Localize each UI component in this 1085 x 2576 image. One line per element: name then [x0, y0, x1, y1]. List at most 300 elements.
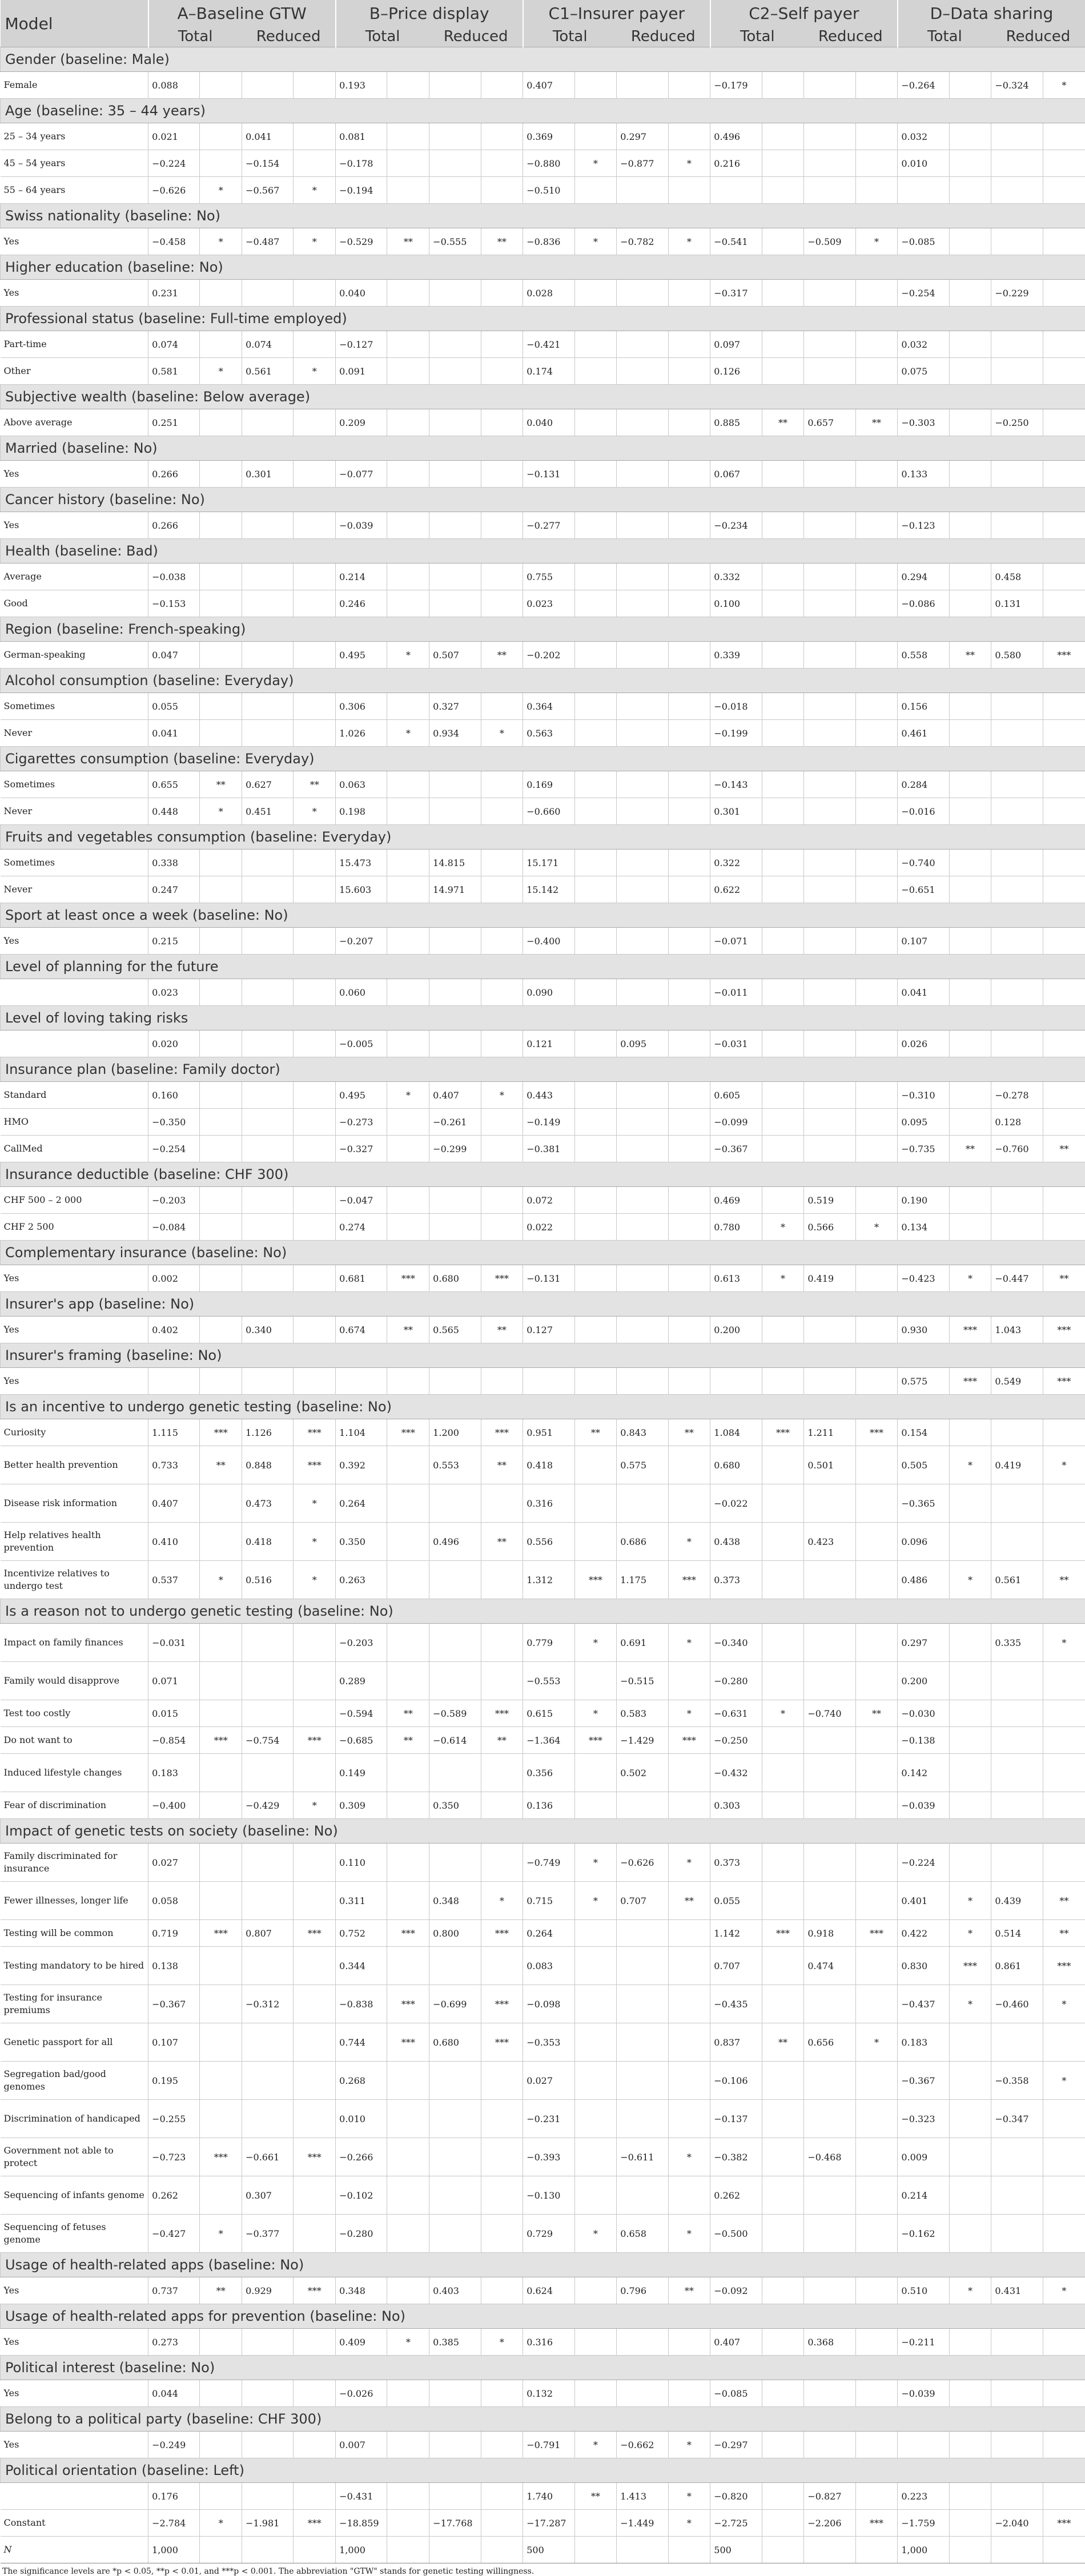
coefficient-cell: [429, 2100, 481, 2138]
coefficient-cell: 0.519: [804, 1187, 855, 1214]
significance-cell: [855, 876, 898, 903]
significance-cell: *: [762, 1214, 804, 1241]
significance-cell: [574, 1523, 617, 1561]
significance-cell: [1043, 1754, 1085, 1792]
coefficient-cell: [429, 1624, 481, 1662]
coefficient-cell: 0.402: [148, 1317, 200, 1343]
significance-cell: [668, 876, 710, 903]
section-title: Sport at least once a week (baseline: No): [1, 903, 1085, 928]
significance-cell: [949, 1662, 991, 1700]
coefficient-cell: −0.509: [804, 228, 855, 255]
significance-cell: **: [855, 409, 898, 436]
significance-cell: [949, 123, 991, 150]
significance-cell: **: [200, 1446, 242, 1484]
coefficient-cell: 0.622: [710, 876, 762, 903]
coefficient-cell: −0.202: [523, 642, 574, 669]
significance-cell: **: [1043, 1882, 1085, 1920]
significance-cell: [574, 1136, 617, 1162]
group-header-a: A–Baseline GTW: [148, 0, 336, 26]
significance-cell: [855, 150, 898, 177]
coefficient-cell: −0.018: [710, 693, 762, 720]
group-header-c1: C1–Insurer payer: [523, 0, 710, 26]
coefficient-cell: 0.418: [523, 1446, 574, 1484]
significance-cell: [855, 1446, 898, 1484]
significance-cell: [668, 1109, 710, 1136]
coefficient-cell: [242, 1662, 294, 1700]
significance-cell: [481, 2380, 523, 2407]
coefficient-cell: −0.529: [336, 228, 387, 255]
significance-cell: [762, 564, 804, 590]
significance-cell: [574, 1265, 617, 1292]
coefficient-cell: −2.725: [710, 2510, 762, 2537]
coefficient-cell: 0.322: [710, 850, 762, 876]
significance-cell: [1043, 1031, 1085, 1057]
significance-cell: [762, 1792, 804, 1819]
coefficient-cell: [617, 564, 668, 590]
significance-cell: [574, 461, 617, 488]
significance-cell: [387, 2062, 429, 2100]
coefficient-cell: [429, 1662, 481, 1700]
significance-cell: [949, 1187, 991, 1214]
significance-cell: [574, 1214, 617, 1241]
significance-cell: [855, 1484, 898, 1523]
significance-cell: [762, 1368, 804, 1395]
significance-cell: *: [294, 228, 336, 255]
subheader-total: Total: [148, 26, 242, 47]
significance-cell: [855, 771, 898, 798]
table-row: [1, 1109, 1085, 1136]
significance-cell: [949, 798, 991, 825]
coefficient-cell: −0.353: [523, 2023, 574, 2062]
significance-cell: [200, 2380, 242, 2407]
significance-cell: [949, 1624, 991, 1662]
coefficient-cell: [617, 693, 668, 720]
significance-cell: [387, 2215, 429, 2253]
row-label: N: [1, 2537, 148, 2563]
table-row: [1, 150, 1085, 177]
significance-cell: [387, 1754, 429, 1792]
significance-cell: [481, 461, 523, 488]
significance-cell: [855, 512, 898, 539]
significance-cell: **: [294, 771, 336, 798]
significance-cell: [200, 512, 242, 539]
coefficient-cell: [617, 850, 668, 876]
coefficient-cell: 0.674: [336, 1317, 387, 1343]
significance-cell: [294, 331, 336, 358]
significance-cell: [1043, 409, 1085, 436]
coefficient-cell: [617, 2176, 668, 2215]
coefficient-cell: [617, 2023, 668, 2062]
coefficient-cell: 0.027: [148, 1844, 200, 1882]
significance-cell: *: [855, 228, 898, 255]
significance-cell: [294, 1844, 336, 1882]
coefficient-cell: [804, 720, 855, 747]
significance-cell: [1043, 123, 1085, 150]
coefficient-cell: [804, 512, 855, 539]
significance-cell: [762, 876, 804, 903]
significance-cell: [855, 1754, 898, 1792]
significance-cell: [200, 1136, 242, 1162]
coefficient-cell: −0.661: [242, 2138, 294, 2176]
coefficient-cell: [617, 720, 668, 747]
significance-cell: [200, 979, 242, 1006]
coefficient-cell: [991, 798, 1043, 825]
significance-cell: ***: [294, 2138, 336, 2176]
significance-cell: [387, 798, 429, 825]
coefficient-cell: 0.263: [336, 1561, 387, 1599]
significance-cell: [668, 1082, 710, 1109]
coefficient-cell: −1.981: [242, 2510, 294, 2537]
significance-cell: [855, 720, 898, 747]
coefficient-cell: [242, 1368, 294, 1395]
significance-cell: [1043, 876, 1085, 903]
coefficient-cell: [991, 1844, 1043, 1882]
coefficient-cell: 0.160: [148, 1082, 200, 1109]
coefficient-cell: [617, 2062, 668, 2100]
significance-cell: [294, 150, 336, 177]
significance-cell: *: [574, 1624, 617, 1662]
coefficient-cell: [617, 2100, 668, 2138]
coefficient-cell: 0.755: [523, 564, 574, 590]
row-label: CallMed: [1, 1136, 148, 1162]
coefficient-cell: −0.515: [617, 1662, 668, 1700]
coefficient-cell: −0.234: [710, 512, 762, 539]
coefficient-cell: −0.310: [898, 1082, 949, 1109]
coefficient-cell: −1.429: [617, 1727, 668, 1754]
coefficient-cell: [617, 2329, 668, 2356]
significance-cell: [855, 1082, 898, 1109]
row-label: Yes: [1, 1317, 148, 1343]
coefficient-cell: 0.686: [617, 1523, 668, 1561]
coefficient-cell: 0.183: [898, 2023, 949, 2062]
significance-cell: [668, 1754, 710, 1792]
table-row: [1, 72, 1085, 99]
significance-cell: [387, 2432, 429, 2458]
coefficient-cell: 0.223: [898, 2483, 949, 2510]
coefficient-cell: [991, 1419, 1043, 1446]
significance-cell: [855, 564, 898, 590]
significance-cell: [387, 1214, 429, 1241]
significance-cell: [1043, 1484, 1085, 1523]
coefficient-cell: [429, 177, 481, 204]
significance-cell: [574, 1662, 617, 1700]
coefficient-cell: [429, 2380, 481, 2407]
section-header-row: [1, 1343, 1085, 1368]
significance-cell: ***: [200, 2138, 242, 2176]
significance-cell: [949, 979, 991, 1006]
significance-cell: [762, 2380, 804, 2407]
row-label: Segregation bad/good genomes: [1, 2062, 148, 2100]
coefficient-cell: −2.040: [991, 2510, 1043, 2537]
row-label: Yes: [1, 2432, 148, 2458]
significance-cell: [294, 693, 336, 720]
coefficient-cell: 0.128: [991, 1109, 1043, 1136]
significance-cell: **: [949, 642, 991, 669]
coefficient-cell: 0.183: [148, 1754, 200, 1792]
coefficient-cell: 1.740: [523, 2483, 574, 2510]
coefficient-cell: −0.365: [898, 1484, 949, 1523]
significance-cell: [387, 358, 429, 385]
significance-cell: [481, 1031, 523, 1057]
significance-cell: **: [668, 1419, 710, 1446]
coefficient-cell: 0.231: [148, 280, 200, 307]
significance-cell: [949, 2380, 991, 2407]
coefficient-cell: 0.837: [710, 2023, 762, 2062]
coefficient-cell: [804, 150, 855, 177]
significance-cell: [668, 409, 710, 436]
coefficient-cell: 0.473: [242, 1484, 294, 1523]
coefficient-cell: 0.169: [523, 771, 574, 798]
coefficient-cell: 0.707: [710, 1947, 762, 1985]
coefficient-cell: 0.930: [898, 1317, 949, 1343]
section-header-row: [1, 669, 1085, 693]
table-row: [1, 123, 1085, 150]
significance-cell: **: [762, 2023, 804, 2062]
row-label: Yes: [1, 2277, 148, 2304]
significance-cell: [387, 512, 429, 539]
row-label: Testing for insurance premiums: [1, 1985, 148, 2023]
coefficient-cell: 0.274: [336, 1214, 387, 1241]
coefficient-cell: 0.176: [148, 2483, 200, 2510]
significance-cell: [949, 771, 991, 798]
coefficient-cell: −0.347: [991, 2100, 1043, 2138]
significance-cell: ***: [668, 1727, 710, 1754]
coefficient-cell: 0.861: [991, 1947, 1043, 1985]
significance-cell: [1043, 928, 1085, 955]
coefficient-cell: [804, 1624, 855, 1662]
coefficient-cell: 0.680: [710, 1446, 762, 1484]
row-label: Government not able to protect: [1, 2138, 148, 2176]
significance-cell: [294, 2215, 336, 2253]
row-label: Family would disapprove: [1, 1662, 148, 1700]
coefficient-cell: −0.827: [804, 2483, 855, 2510]
significance-cell: [762, 2483, 804, 2510]
significance-cell: [294, 1317, 336, 1343]
significance-cell: [1043, 1792, 1085, 1819]
significance-cell: *: [294, 1792, 336, 1819]
significance-cell: [855, 177, 898, 204]
coefficient-cell: −0.323: [898, 2100, 949, 2138]
coefficient-cell: 0.624: [523, 2277, 574, 2304]
coefficient-cell: [617, 1920, 668, 1947]
significance-cell: [294, 1882, 336, 1920]
coefficient-cell: [991, 177, 1043, 204]
section-header-row: [1, 2304, 1085, 2329]
significance-cell: [200, 2023, 242, 2062]
coefficient-cell: [242, 564, 294, 590]
coefficient-cell: [429, 771, 481, 798]
significance-cell: [387, 693, 429, 720]
coefficient-cell: [804, 590, 855, 617]
significance-cell: [200, 1624, 242, 1662]
coefficient-cell: 0.209: [336, 409, 387, 436]
significance-cell: *: [668, 228, 710, 255]
coefficient-cell: 0.566: [804, 1214, 855, 1241]
significance-cell: ***: [574, 1727, 617, 1754]
coefficient-cell: [429, 2537, 481, 2563]
coefficient-cell: 0.580: [991, 642, 1043, 669]
section-title: Complementary insurance (baseline: No): [1, 1241, 1085, 1265]
coefficient-cell: [804, 564, 855, 590]
coefficient-cell: 0.247: [148, 876, 200, 903]
coefficient-cell: [429, 1754, 481, 1792]
significance-cell: [387, 150, 429, 177]
significance-cell: [481, 564, 523, 590]
section-title: Married (baseline: No): [1, 436, 1085, 461]
coefficient-cell: [429, 409, 481, 436]
coefficient-cell: [991, 331, 1043, 358]
row-label: Average: [1, 564, 148, 590]
significance-cell: [294, 1265, 336, 1292]
significance-cell: [294, 2380, 336, 2407]
table-row: [1, 177, 1085, 204]
coefficient-cell: 0.127: [523, 1317, 574, 1343]
coefficient-cell: 0.951: [523, 1419, 574, 1446]
significance-cell: [294, 1031, 336, 1057]
coefficient-cell: 0.848: [242, 1446, 294, 1484]
significance-cell: [200, 1523, 242, 1561]
significance-cell: [387, 771, 429, 798]
significance-cell: [949, 280, 991, 307]
coefficient-cell: 0.297: [898, 1624, 949, 1662]
coefficient-cell: [991, 1484, 1043, 1523]
significance-cell: [949, 720, 991, 747]
significance-cell: [949, 1727, 991, 1754]
significance-cell: [762, 1882, 804, 1920]
significance-cell: [481, 2176, 523, 2215]
coefficient-cell: 0.246: [336, 590, 387, 617]
significance-cell: *: [949, 1985, 991, 2023]
significance-cell: [574, 642, 617, 669]
section-header-row: [1, 1006, 1085, 1031]
significance-cell: [762, 461, 804, 488]
significance-cell: [949, 1523, 991, 1561]
significance-cell: [294, 876, 336, 903]
significance-cell: [481, 512, 523, 539]
coefficient-cell: −2.784: [148, 2510, 200, 2537]
coefficient-cell: [991, 358, 1043, 385]
significance-cell: [574, 123, 617, 150]
section-header-row: [1, 99, 1085, 123]
coefficient-cell: 0.010: [336, 2100, 387, 2138]
coefficient-cell: [991, 928, 1043, 955]
coefficient-cell: −0.098: [523, 1985, 574, 2023]
coefficient-cell: [991, 2138, 1043, 2176]
coefficient-cell: [429, 512, 481, 539]
significance-cell: [294, 1082, 336, 1109]
significance-cell: [762, 1624, 804, 1662]
significance-cell: [855, 1792, 898, 1819]
coefficient-cell: [617, 876, 668, 903]
coefficient-cell: [617, 1792, 668, 1819]
significance-cell: [668, 928, 710, 955]
table-row: [1, 1082, 1085, 1109]
significance-cell: *: [387, 720, 429, 747]
coefficient-cell: 0.266: [148, 461, 200, 488]
coefficient-cell: [429, 331, 481, 358]
coefficient-cell: 0.348: [336, 2277, 387, 2304]
significance-cell: *: [481, 720, 523, 747]
significance-cell: [574, 771, 617, 798]
section-header-row: [1, 2458, 1085, 2483]
coefficient-cell: [429, 123, 481, 150]
significance-cell: [387, 1792, 429, 1819]
coefficient-cell: 0.356: [523, 1754, 574, 1792]
coefficient-cell: 0.214: [336, 564, 387, 590]
coefficient-cell: [804, 1368, 855, 1395]
coefficient-cell: [991, 1662, 1043, 1700]
coefficient-cell: [804, 1844, 855, 1882]
coefficient-cell: [617, 1368, 668, 1395]
coefficient-cell: −0.699: [429, 1985, 481, 2023]
coefficient-cell: [429, 72, 481, 99]
coefficient-cell: 0.021: [148, 123, 200, 150]
coefficient-cell: −17.287: [523, 2510, 574, 2537]
coefficient-cell: 0.691: [617, 1624, 668, 1662]
significance-cell: [1043, 2138, 1085, 2176]
significance-cell: [200, 1985, 242, 2023]
coefficient-cell: −0.754: [242, 1727, 294, 1754]
table-row: [1, 1446, 1085, 1484]
section-title: Insurer's app (baseline: No): [1, 1292, 1085, 1317]
significance-cell: *: [294, 1523, 336, 1561]
significance-cell: [949, 590, 991, 617]
significance-cell: [294, 123, 336, 150]
coefficient-cell: 0.023: [148, 979, 200, 1006]
significance-cell: ***: [949, 1368, 991, 1395]
table-row: [1, 642, 1085, 669]
coefficient-cell: [429, 1368, 481, 1395]
significance-cell: *: [1043, 1446, 1085, 1484]
coefficient-cell: 0.009: [898, 2138, 949, 2176]
significance-cell: ***: [1043, 1317, 1085, 1343]
row-label: Fewer illnesses, longer life: [1, 1882, 148, 1920]
significance-cell: [574, 512, 617, 539]
row-label: Yes: [1, 228, 148, 255]
significance-cell: [855, 693, 898, 720]
table-header: [1, 0, 1085, 47]
significance-cell: [762, 2062, 804, 2100]
significance-cell: **: [387, 1317, 429, 1343]
coefficient-cell: 500: [710, 2537, 762, 2563]
coefficient-cell: 0.581: [148, 358, 200, 385]
coefficient-cell: [804, 2176, 855, 2215]
significance-cell: [294, 2176, 336, 2215]
coefficient-cell: −0.662: [617, 2432, 668, 2458]
significance-cell: [200, 2062, 242, 2100]
significance-cell: ***: [762, 1920, 804, 1947]
coefficient-cell: 0.474: [804, 1947, 855, 1985]
significance-cell: ***: [387, 1985, 429, 2023]
significance-cell: [855, 2215, 898, 2253]
coefficient-cell: [804, 1484, 855, 1523]
significance-cell: [949, 331, 991, 358]
coefficient-cell: 1,000: [336, 2537, 387, 2563]
significance-cell: **: [481, 1446, 523, 1484]
coefficient-cell: −0.500: [710, 2215, 762, 2253]
significance-cell: [668, 1265, 710, 1292]
coefficient-cell: −0.297: [710, 2432, 762, 2458]
significance-cell: *: [574, 1882, 617, 1920]
coefficient-cell: −0.273: [336, 1109, 387, 1136]
significance-cell: [855, 642, 898, 669]
table-row: [1, 876, 1085, 903]
row-label: 45 – 54 years: [1, 150, 148, 177]
coefficient-cell: [429, 1947, 481, 1985]
significance-cell: [294, 1662, 336, 1700]
row-label: Help relatives health prevention: [1, 1523, 148, 1561]
row-label: CHF 500 – 2 000: [1, 1187, 148, 1214]
